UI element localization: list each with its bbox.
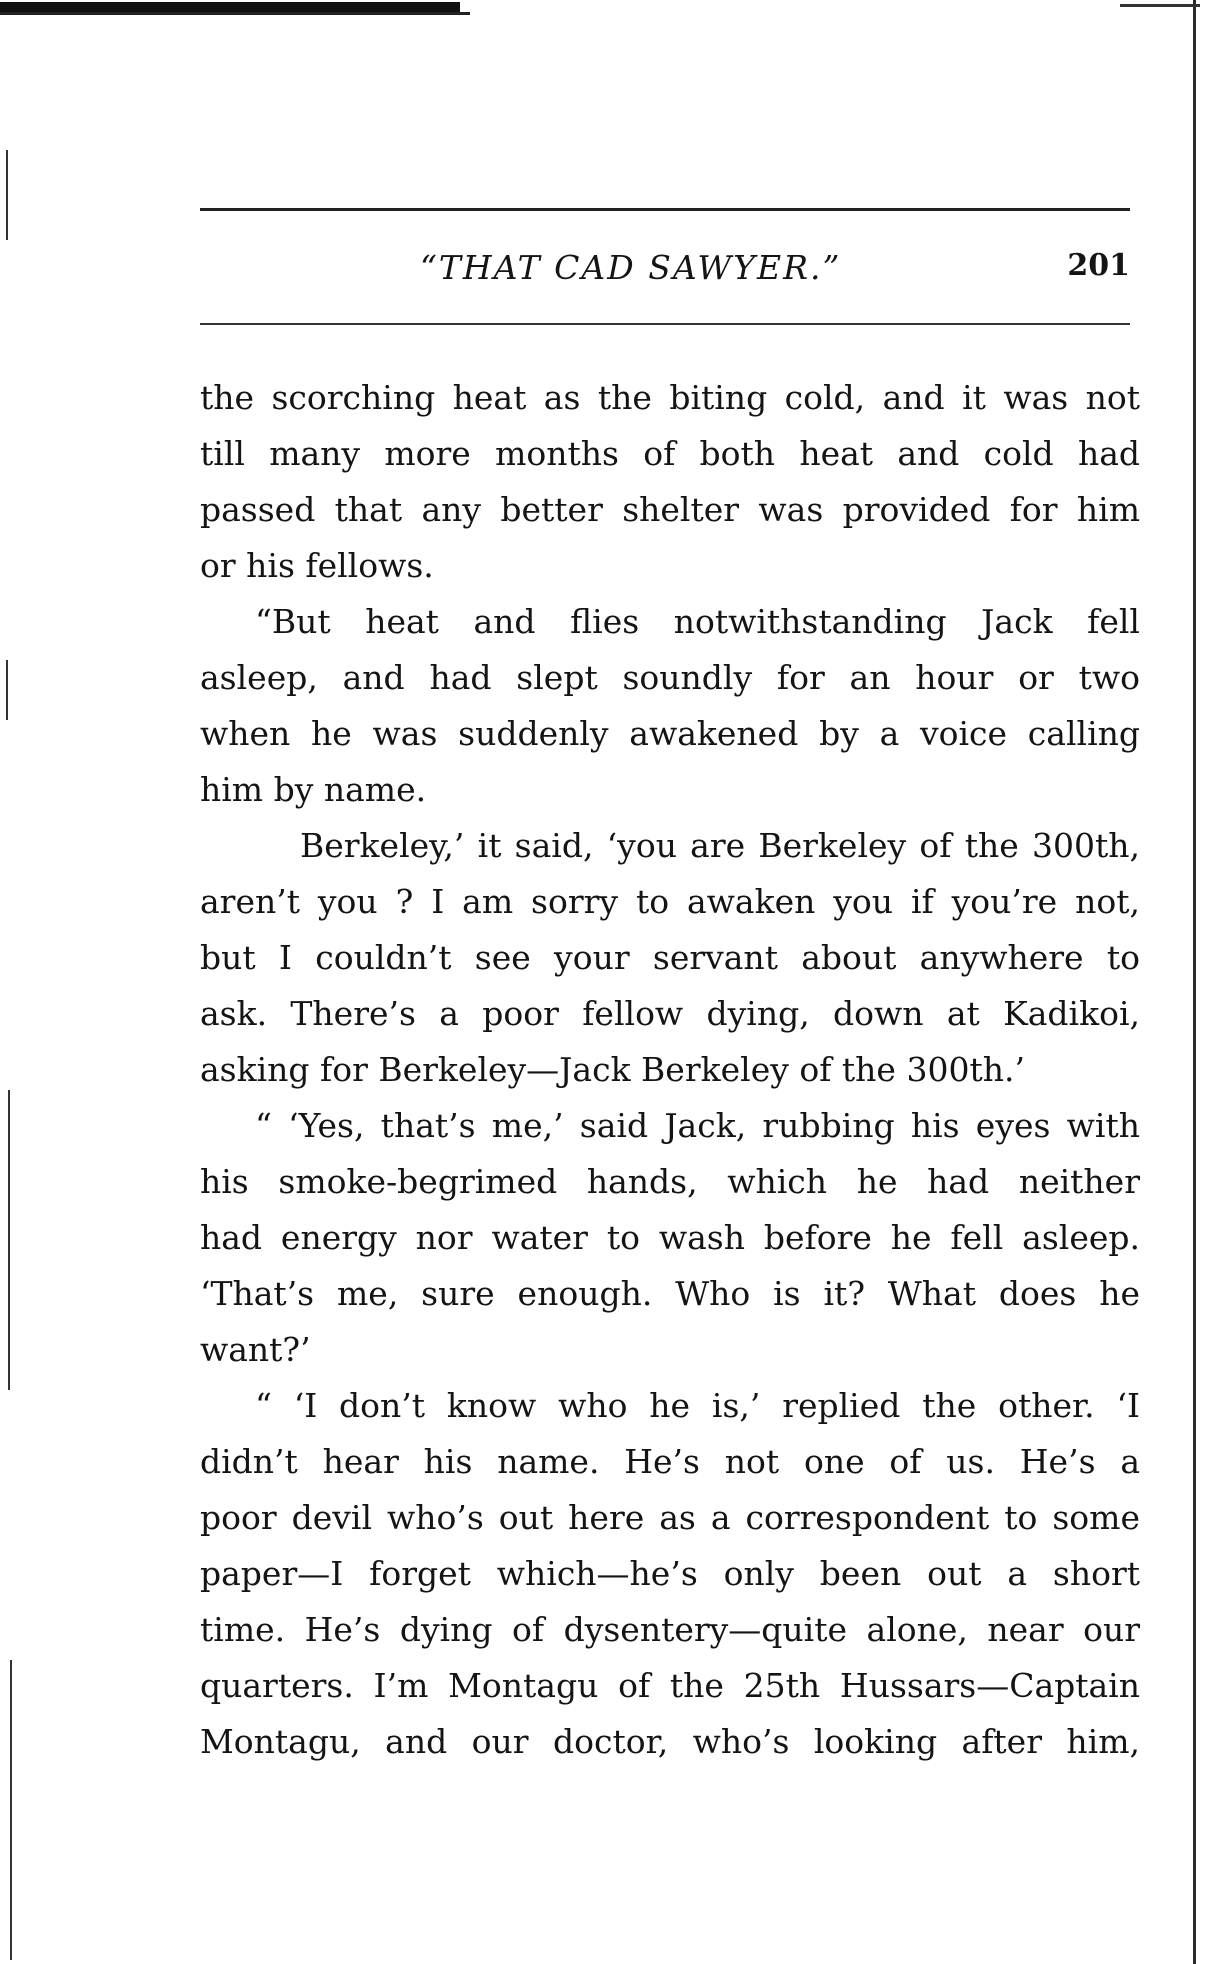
page-number: 201 (1067, 248, 1130, 283)
text-line: him by name. (200, 770, 427, 809)
gutter-mark (8, 1090, 10, 1390)
text-line: “ ‘I don’t know who he is,’ replied the other. ‘I (255, 1386, 1140, 1425)
scan-edge-top-rule-thin (0, 12, 470, 15)
text-line: passed that any better shelter was provided for him (200, 490, 1140, 529)
gutter-mark (10, 1660, 12, 1960)
text-line: but I couldn’t see your servant about anywhere to (200, 938, 1140, 977)
running-title: “THAT CAD SAWYER.” (420, 248, 842, 287)
text-line: ask. There’s a poor fellow dying, down at Kadikoi, (200, 994, 1140, 1033)
text-line: asking for Berkeley—Jack Berkeley of the 300th.’ (200, 1050, 1025, 1089)
gutter-mark (6, 660, 8, 720)
text-line: asleep, and had slept soundly for an hour or two (200, 658, 1140, 697)
text-line: didn’t hear his name. He’s not one of us. He’s a (200, 1442, 1140, 1481)
text-line: “But heat and flies notwithstanding Jack fell (255, 602, 1140, 641)
text-line: or his fellows. (200, 546, 434, 585)
text-line: Berkeley,’ it said, ‘you are Berkeley of the 300th, (300, 826, 1140, 865)
scan-edge-right-top (1120, 4, 1200, 7)
gutter-mark (6, 150, 8, 240)
text-line: poor devil who’s out here as a correspondent to some (200, 1498, 1140, 1537)
body-text (200, 370, 1140, 1770)
text-line: had energy nor water to wash before he fell asleep. (200, 1218, 1140, 1257)
header-rule-top (200, 208, 1130, 211)
text-line: quarters. I’m Montagu of the 25th Hussars—Captain (200, 1666, 1140, 1705)
header-rule-bottom (200, 323, 1130, 325)
scan-edge-right (1193, 0, 1196, 1964)
text-line: paper—I forget which—he’s only been out a short (200, 1554, 1140, 1593)
text-line: time. He’s dying of dysentery—quite alone, near our (200, 1610, 1140, 1649)
text-line: till many more months of both heat and cold had (200, 434, 1140, 473)
text-line: when he was suddenly awakened by a voice calling (200, 714, 1140, 753)
text-line: aren’t you ? I am sorry to awaken you if you’re not, (200, 882, 1140, 921)
text-line: Montagu, and our doctor, who’s looking after him, (200, 1722, 1140, 1761)
running-head (200, 248, 1130, 298)
text-line: want?’ (200, 1330, 311, 1369)
text-line: ‘That’s me, sure enough. Who is it? What does he (200, 1274, 1140, 1313)
text-line: the scorching heat as the biting cold, and it was not (200, 378, 1140, 417)
text-line: “ ‘Yes, that’s me,’ said Jack, rubbing his eyes with (255, 1106, 1140, 1145)
text-line: his smoke-begrimed hands, which he had neither (200, 1162, 1140, 1201)
